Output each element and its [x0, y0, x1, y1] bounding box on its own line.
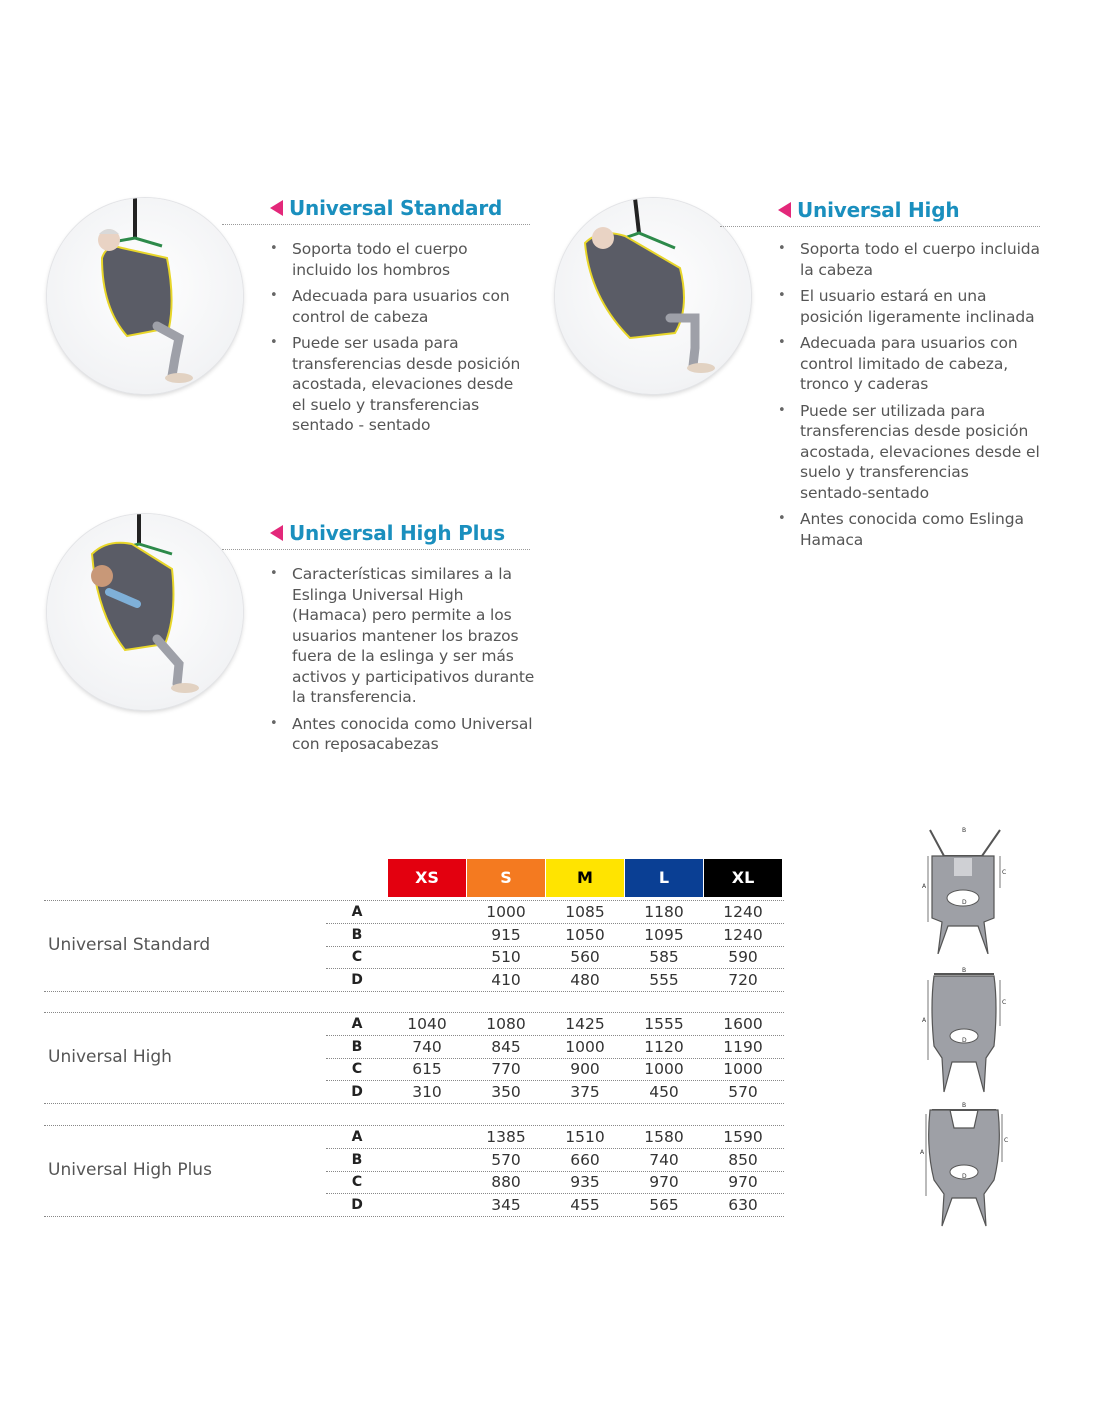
- table-cell: 630: [728, 1195, 758, 1214]
- feature-list: [270, 239, 530, 436]
- row-letter: C: [351, 1061, 363, 1077]
- table-cell: 720: [728, 970, 758, 989]
- product-universal-high-plus: [270, 521, 538, 761]
- diagram-label-c: C: [1002, 999, 1007, 1006]
- row-divider: [326, 1148, 784, 1149]
- table-cell: 1000: [565, 1037, 605, 1056]
- universal-high-plus-diagram: [918, 1098, 1010, 1228]
- table-cell: 1510: [565, 1128, 605, 1146]
- table-cell: 1240: [723, 903, 763, 921]
- feature-list: [270, 564, 538, 755]
- diagram-label-c: C: [1002, 869, 1007, 876]
- row-letter: D: [351, 1196, 363, 1213]
- table-cell: 585: [649, 948, 679, 966]
- table-cell: 1600: [723, 1015, 763, 1033]
- table-cell: 740: [649, 1150, 679, 1169]
- row-letter: B: [351, 1151, 363, 1168]
- table-cell: 880: [491, 1173, 521, 1191]
- table-cell: 970: [649, 1173, 679, 1191]
- table-cell: 1000: [644, 1060, 684, 1078]
- group-name: Universal High: [48, 1047, 172, 1067]
- table-cell: 1120: [644, 1037, 684, 1056]
- table-cell: 770: [491, 1060, 521, 1078]
- row-divider: [326, 1080, 784, 1081]
- table-cell: 1085: [565, 903, 605, 921]
- table-cell: 900: [570, 1060, 600, 1078]
- row-divider: [44, 1103, 784, 1104]
- table-cell: 345: [491, 1195, 521, 1214]
- table-cell: 850: [728, 1150, 758, 1169]
- table-cell: 935: [570, 1173, 600, 1191]
- table-cell: 615: [412, 1060, 442, 1078]
- table-cell: 570: [728, 1082, 758, 1101]
- universal-high-plus-photo: [47, 514, 243, 710]
- row-divider: [326, 946, 784, 947]
- table-cell: 1040: [407, 1015, 447, 1033]
- table-cell: 1080: [486, 1015, 526, 1033]
- table-cell: 570: [491, 1150, 521, 1169]
- group-name: Universal Standard: [48, 935, 211, 955]
- title-divider: [222, 224, 530, 225]
- list-item: • Soporta todo el cuerpo incluida la cabeza: [778, 239, 1040, 280]
- diagram-label-d: D: [962, 1037, 967, 1044]
- row-divider: [326, 1193, 784, 1194]
- table-cell: 555: [649, 970, 679, 989]
- universal-high-diagram: [920, 966, 1008, 1094]
- row-letter: A: [351, 1016, 363, 1032]
- size-header-s: S: [467, 859, 545, 897]
- group-divider: [44, 900, 784, 901]
- pink-triangle-icon: [270, 200, 283, 216]
- row-letter: A: [351, 1129, 363, 1145]
- table-cell: 565: [649, 1195, 679, 1214]
- table-cell: 375: [570, 1082, 600, 1101]
- table-cell: 915: [491, 925, 521, 944]
- row-divider: [326, 1171, 784, 1172]
- row-divider: [44, 1216, 784, 1217]
- title-divider: [720, 226, 1040, 227]
- diagram-label-a: A: [922, 883, 927, 890]
- diagram-label-b: B: [962, 967, 967, 974]
- table-cell: 560: [570, 948, 600, 966]
- row-letter: D: [351, 971, 363, 988]
- row-divider: [326, 1035, 784, 1036]
- row-letter: B: [351, 1038, 363, 1055]
- universal-standard-diagram: [918, 826, 1008, 954]
- diagram-label-d: D: [962, 1173, 967, 1180]
- size-header-m: M: [546, 859, 624, 897]
- product-title: Universal Standard: [270, 196, 530, 220]
- group-name: Universal High Plus: [48, 1160, 212, 1180]
- row-letter: A: [351, 904, 363, 920]
- list-item: • Puede ser utilizada para transferencias desde posición acostada, elevaciones desde el suelo y transferencias sentado-sentado: [778, 401, 1040, 504]
- list-item: • Características similares a la Eslinga Universal High (Hamaca) pero permite a los usuarios mantener los brazos fuera de la eslinga y ser más activos y participativos durante la transferencia.: [270, 564, 538, 708]
- list-item: • Antes conocida como Universal con reposacabezas: [270, 714, 538, 755]
- table-cell: 1555: [644, 1015, 684, 1033]
- product-title: Universal High Plus: [270, 521, 538, 545]
- table-cell: 1000: [486, 903, 526, 921]
- list-item: • El usuario estará en una posición ligeramente inclinada: [778, 286, 1040, 327]
- row-letter: C: [351, 1174, 363, 1190]
- row-divider: [326, 923, 784, 924]
- table-cell: 1050: [565, 925, 605, 944]
- universal-high-photo: [555, 198, 751, 394]
- product-universal-high: [778, 198, 1040, 556]
- table-cell: 480: [570, 970, 600, 989]
- size-header-l: L: [625, 859, 703, 897]
- table-cell: 510: [491, 948, 521, 966]
- table-cell: 660: [570, 1150, 600, 1169]
- group-divider: [44, 1012, 784, 1013]
- list-item: • Soporta todo el cuerpo incluido los hombros: [270, 239, 530, 280]
- table-cell: 1180: [644, 903, 684, 921]
- row-divider: [326, 968, 784, 969]
- table-cell: 310: [412, 1082, 442, 1101]
- row-divider: [326, 1058, 784, 1059]
- diagram-label-a: A: [920, 1149, 925, 1156]
- size-header-xl: XL: [704, 859, 782, 897]
- table-cell: 590: [728, 948, 758, 966]
- table-cell: 1385: [486, 1128, 526, 1146]
- pink-triangle-icon: [778, 202, 791, 218]
- table-cell: 1190: [723, 1037, 763, 1056]
- table-cell: 1590: [723, 1128, 763, 1146]
- list-item: • Antes conocida como Eslinga Hamaca: [778, 509, 1040, 550]
- list-item: • Puede ser usada para transferencias desde posición acostada, elevaciones desde el suelo y transferencias sentado - sentado: [270, 333, 530, 436]
- row-letter: D: [351, 1083, 363, 1100]
- group-divider: [44, 1125, 784, 1126]
- size-header-xs: XS: [388, 859, 466, 897]
- feature-list: [778, 239, 1040, 550]
- table-cell: 1240: [723, 925, 763, 944]
- row-letter: C: [351, 949, 363, 965]
- table-cell: 1000: [723, 1060, 763, 1078]
- list-item: • Adecuada para usuarios con control de cabeza: [270, 286, 530, 327]
- table-cell: 410: [491, 970, 521, 989]
- row-letter: B: [351, 926, 363, 943]
- table-cell: 1425: [565, 1015, 605, 1033]
- diagram-label-b: B: [962, 827, 967, 834]
- table-cell: 1095: [644, 925, 684, 944]
- table-cell: 350: [491, 1082, 521, 1101]
- title-divider: [222, 549, 530, 550]
- diagram-label-a: A: [922, 1017, 927, 1024]
- table-cell: 970: [728, 1173, 758, 1191]
- list-item: • Adecuada para usuarios con control limitado de cabeza, tronco y caderas: [778, 333, 1040, 395]
- universal-standard-photo: [47, 198, 243, 394]
- row-divider: [44, 991, 784, 992]
- pink-triangle-icon: [270, 525, 283, 541]
- table-cell: 1580: [644, 1128, 684, 1146]
- table-cell: 740: [412, 1037, 442, 1056]
- table-cell: 845: [491, 1037, 521, 1056]
- table-cell: 455: [570, 1195, 600, 1214]
- diagram-label-b: B: [962, 1102, 967, 1109]
- diagram-label-c: C: [1004, 1137, 1009, 1144]
- table-cell: 450: [649, 1082, 679, 1101]
- diagram-label-d: D: [962, 899, 967, 906]
- product-universal-standard: [270, 196, 530, 442]
- product-title: Universal High: [778, 198, 1040, 222]
